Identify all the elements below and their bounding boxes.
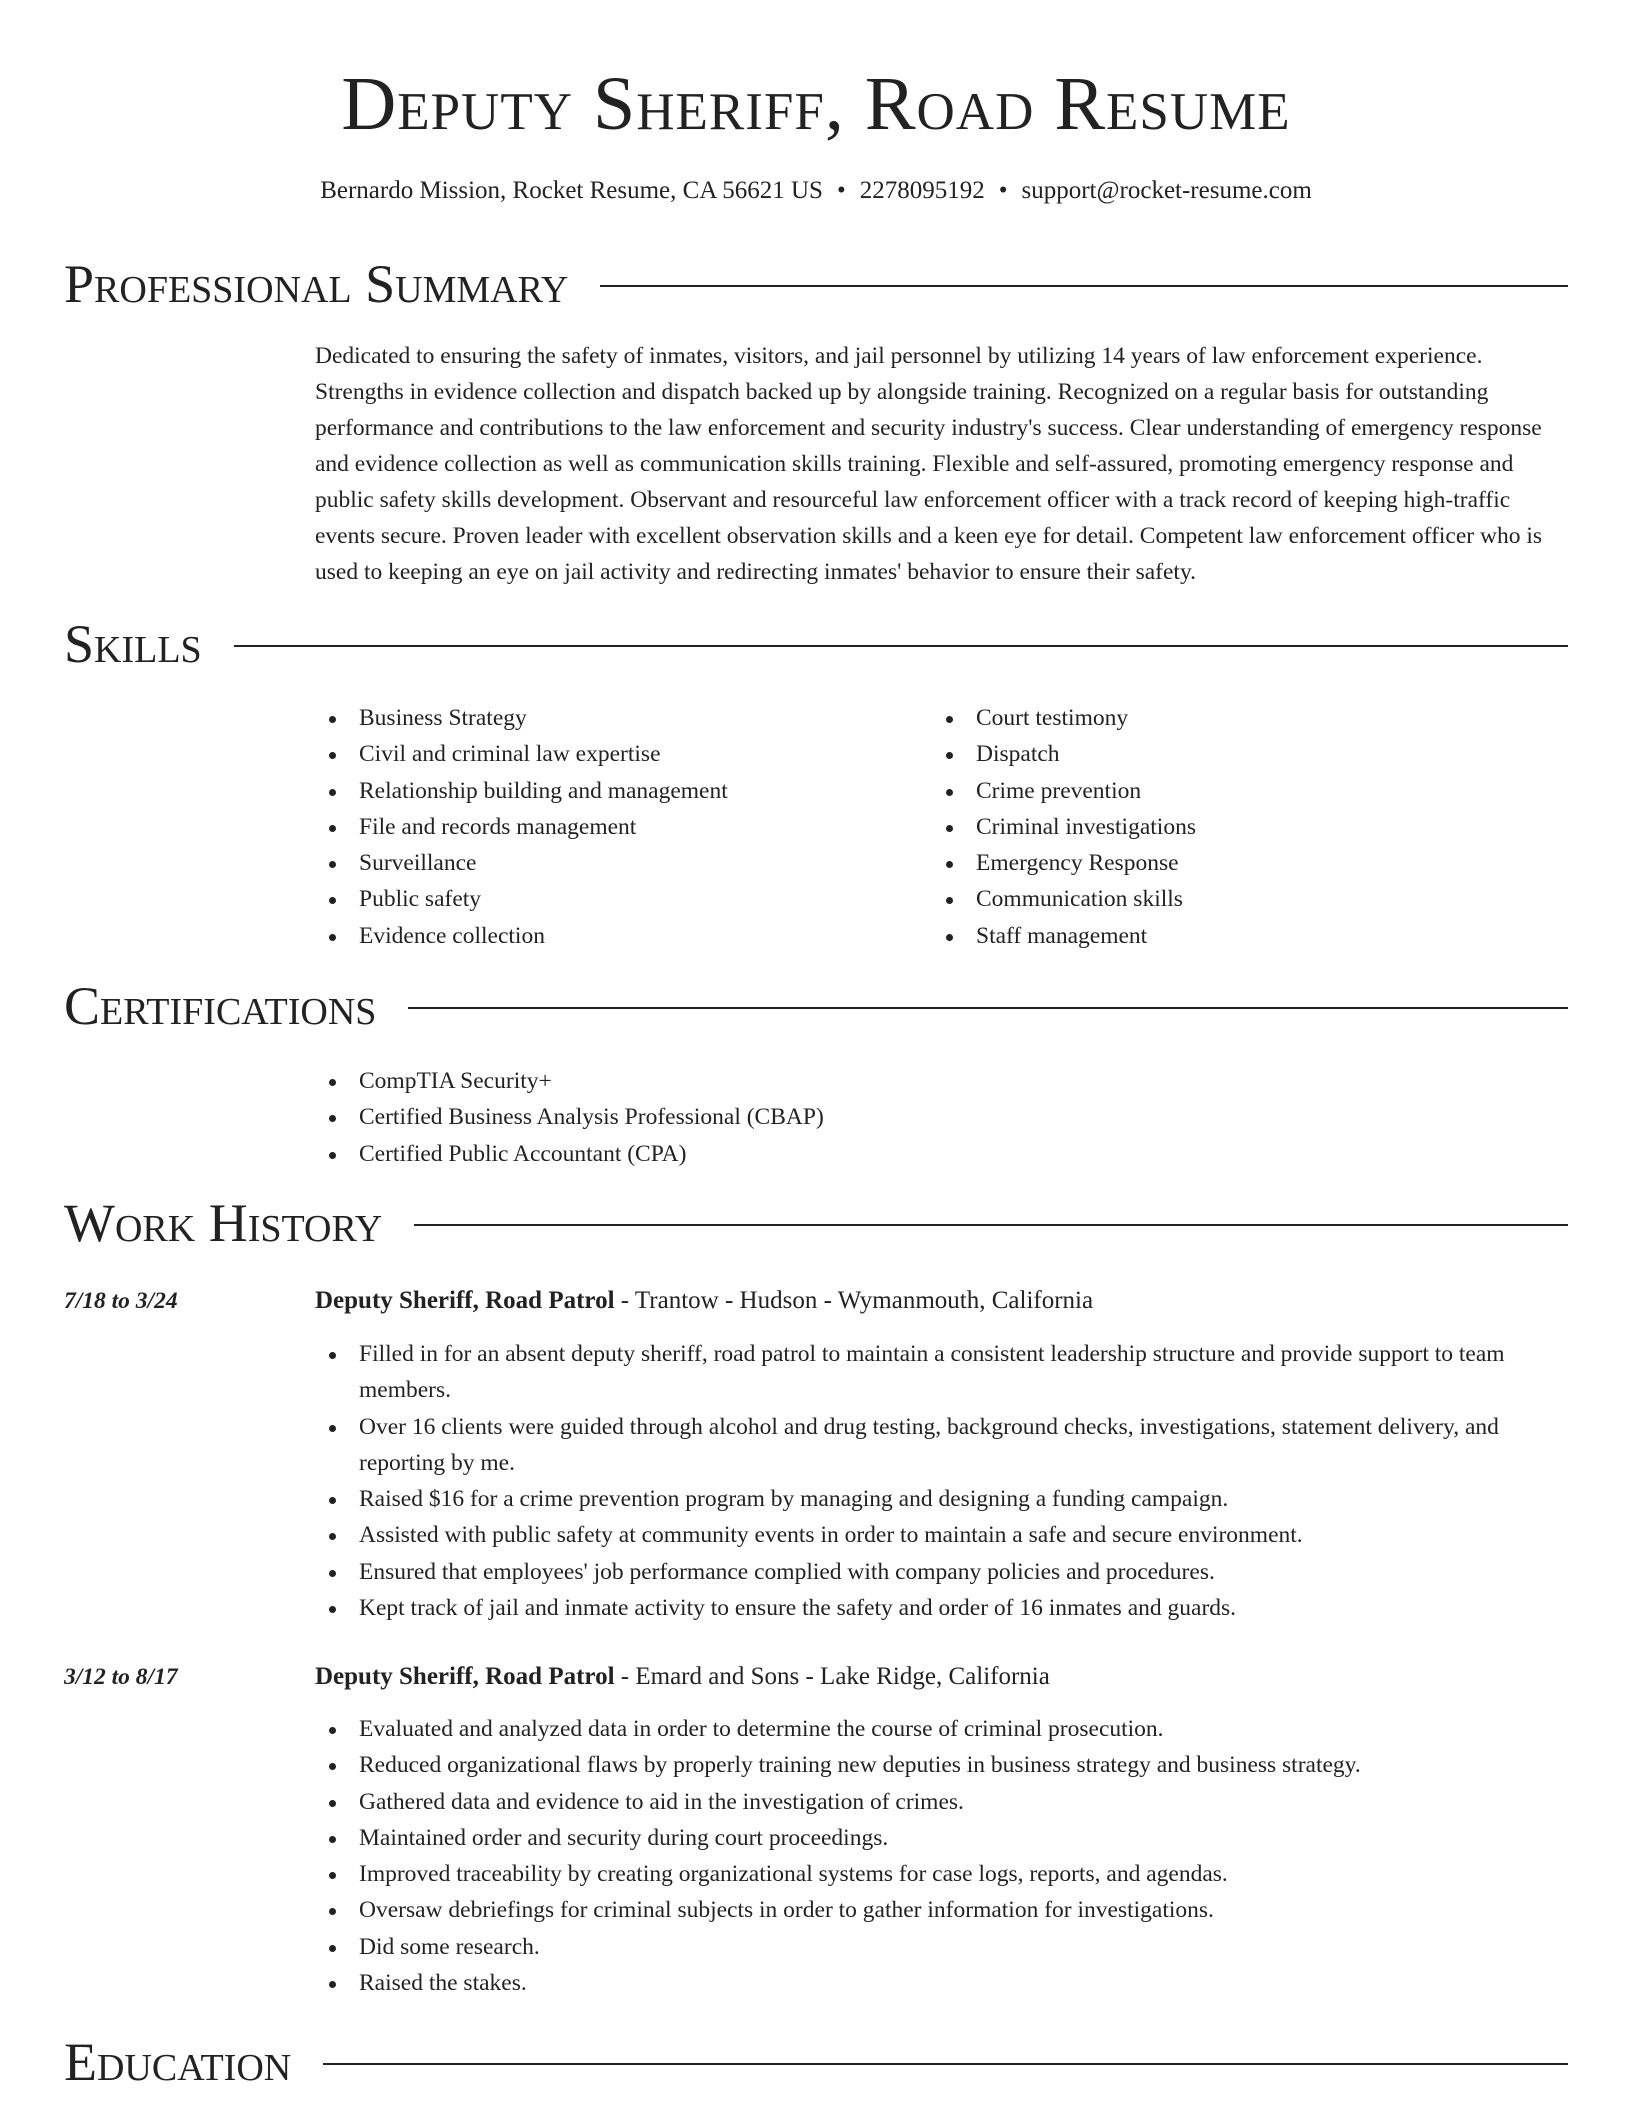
skill-item: Civil and criminal law expertise [315,736,925,772]
certification-item: CompTIA Security+ [315,1063,1570,1099]
certifications-list [315,1063,1570,1172]
job-duty: Raised the stakes. [315,1965,1570,2001]
skill-item: Court testimony [932,700,1572,736]
section-title-summary: Professional Summary [64,254,569,314]
job-title: Deputy Sheriff, Road Patrol [315,1287,615,1314]
skill-item: Criminal investigations [932,809,1572,845]
skill-item: Public safety [315,881,925,917]
contact-phone: 2278095192 [859,177,985,204]
section-divider [408,1007,1568,1009]
skill-item: Dispatch [932,736,1572,772]
skill-item: Surveillance [315,845,925,881]
section-title-work-history: Work History [64,1193,383,1253]
section-title-education: Education [64,2032,292,2092]
skills-list-right [932,700,1572,954]
skill-item: Relationship building and management [315,773,925,809]
skill-item: Crime prevention [932,773,1572,809]
contact-email: support@rocket-resume.com [1021,177,1312,204]
section-divider [414,1224,1568,1226]
skills-list-left [315,700,925,954]
job-duty: Did some research. [315,1929,1570,1965]
section-header-education [64,2032,1568,2092]
certification-item: Certified Business Analysis Professional (CBAP) [315,1099,1570,1135]
section-header-work-history [64,1193,1568,1253]
section-title-skills: Skills [64,614,202,674]
job-duty: Evaluated and analyzed data in order to determine the course of criminal prosecution. [315,1711,1570,1747]
job-title: Deputy Sheriff, Road Patrol [315,1663,615,1690]
section-header-skills [64,614,1568,674]
skill-item: Business Strategy [315,700,925,736]
job-duty: Raised $16 for a crime prevention program by managing and designing a funding campaign. [315,1481,1570,1517]
skill-item: File and records management [315,809,925,845]
job-duty: Reduced organizational flaws by properly training new deputies in business strategy and business strategy. [315,1747,1570,1783]
job-duty: Maintained order and security during court proceedings. [315,1820,1570,1856]
contact-address: Bernardo Mission, Rocket Resume, CA 56621 US [320,177,823,204]
summary-text: Dedicated to ensuring the safety of inmates, visitors, and jail personnel by utilizing 14 years of law enforcement experience. Strengths in evidence collection and dispatch backed up by alongside training. Recognized on a regular basis for outstanding performance and contributions to the law enforcement and security industry's success. Clear understanding of emergency response and evidence collection as well as communication skills training. Flexible and self-assured, promoting emergency response and public safety skills development. Observant and resourceful law enforcement officer with a track record of keeping high-traffic events secure. Proven leader with excellent observation skills and a keen eye for detail. Competent law enforcement officer who is used to keeping an eye on jail activity and redirecting inmates' behavior to ensure their safety. [315,343,1543,585]
job-duties-list [315,1711,1570,2001]
job-employer: - Emard and Sons - Lake Ridge, California [614,1663,1050,1690]
certification-item: Certified Public Accountant (CPA) [315,1136,1570,1172]
job-duty: Filled in for an absent deputy sheriff, road patrol to maintain a consistent leadership structure and provide support to team members. [315,1336,1570,1409]
job-duty: Oversaw debriefings for criminal subjects in order to gather information for investigations. [315,1892,1570,1928]
skill-item: Staff management [932,918,1572,954]
section-divider [600,285,1568,287]
section-divider [323,2063,1568,2065]
job-duty: Gathered data and evidence to aid in the investigation of crimes. [315,1784,1570,1820]
skill-item: Emergency Response [932,845,1572,881]
section-divider [234,645,1568,647]
job-employer: - Trantow - Hudson - Wymanmouth, California [614,1287,1094,1314]
section-title-certifications: Certifications [64,976,377,1036]
job-heading [315,1283,1570,1319]
contact-separator: • [836,177,846,204]
section-header-certifications [64,976,1568,1036]
resume-title: Deputy Sheriff, Road Resume [341,62,1291,146]
job-duty: Kept track of jail and inmate activity to ensure the safety and order of 16 inmates and guards. [315,1590,1570,1626]
section-header-summary [64,254,1568,314]
job-duty: Ensured that employees' job performance complied with company policies and procedures. [315,1554,1570,1590]
job-duty: Improved traceability by creating organizational systems for case logs, reports, and agendas. [315,1856,1570,1892]
job-heading [315,1659,1570,1695]
contact-separator: • [998,177,1008,204]
skill-item: Communication skills [932,881,1572,917]
job-duties-list [315,1336,1570,1626]
job-duty: Assisted with public safety at community events in order to maintain a safe and secure environment. [315,1517,1570,1553]
job-dates: 7/18 to 3/24 [64,1288,178,1314]
skill-item: Evidence collection [315,918,925,954]
job-dates: 3/12 to 8/17 [64,1664,178,1690]
contact-line [0,176,1632,206]
job-duty: Over 16 clients were guided through alcohol and drug testing, background checks, investigations, statement delivery, and reporting by me. [315,1409,1570,1482]
